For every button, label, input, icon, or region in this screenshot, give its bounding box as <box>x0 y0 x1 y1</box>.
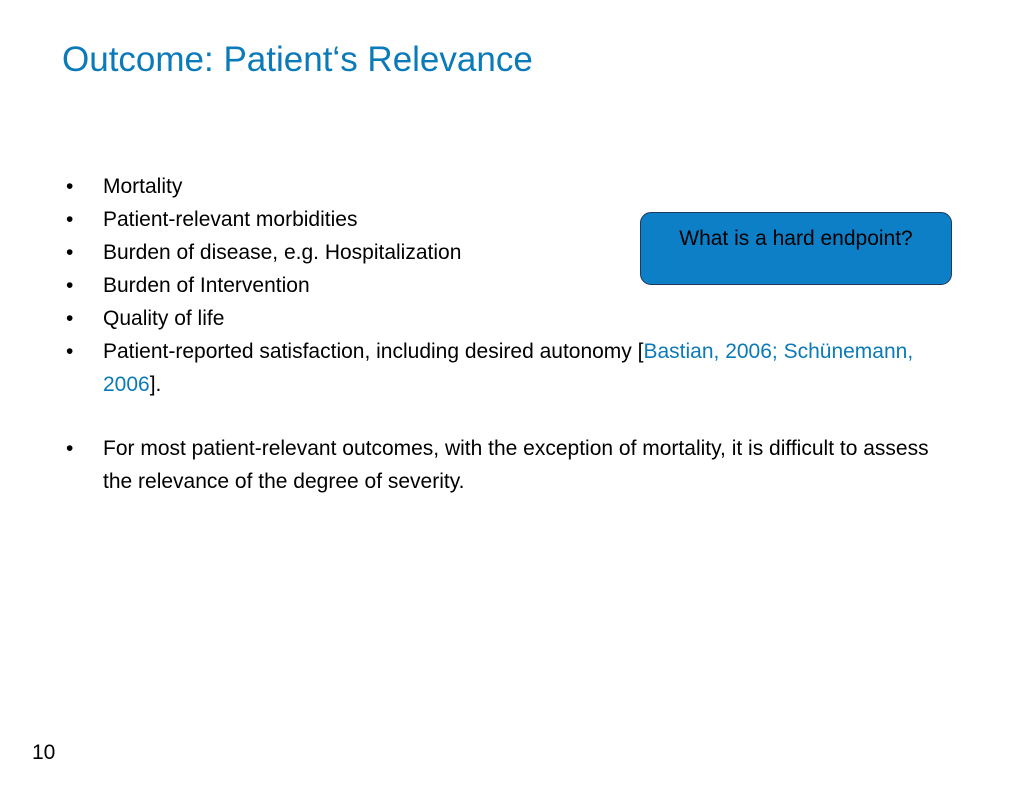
bullet-text: Burden of Intervention <box>103 274 310 297</box>
bullet-text <box>103 340 913 396</box>
bullet-text: For most patient-relevant outcomes, with the exception of mortality, it is difficult to assess the relevance of the degree of severity. <box>103 437 929 493</box>
bullet-text: Patient-relevant morbidities <box>103 208 358 231</box>
bullet-severity <box>66 432 946 498</box>
bullet-mortality <box>66 170 946 203</box>
bullet-dot-icon: • <box>66 437 74 460</box>
bullet-dot-icon: • <box>66 307 74 330</box>
bullet-text-after: ]. <box>149 373 162 396</box>
callout-box <box>640 212 952 285</box>
bullet-dot-icon: • <box>66 274 74 297</box>
bullet-text: Burden of disease, e.g. Hospitalization <box>103 241 462 264</box>
bullet-satisfaction <box>66 335 946 401</box>
callout-text: What is a hard endpoint? <box>679 227 913 250</box>
slide-title: Outcome: Patient‘s Relevance <box>62 40 533 79</box>
bullet-dot-icon: • <box>66 340 74 363</box>
bullet-dot-icon: • <box>66 208 74 231</box>
bullet-text: Quality of life <box>103 307 225 330</box>
bullet-dot-icon: • <box>66 175 74 198</box>
bullet-dot-icon: • <box>66 241 74 264</box>
bullet-quality-of-life <box>66 302 946 335</box>
page-number: 10 <box>32 741 56 764</box>
bullet-text-before: Patient-reported satisfaction, including desired autonomy [ <box>103 340 644 363</box>
citation-link[interactable]: Bastian, 2006; Schünemann, 2006 <box>103 340 914 396</box>
bullet-text: Mortality <box>103 175 183 198</box>
